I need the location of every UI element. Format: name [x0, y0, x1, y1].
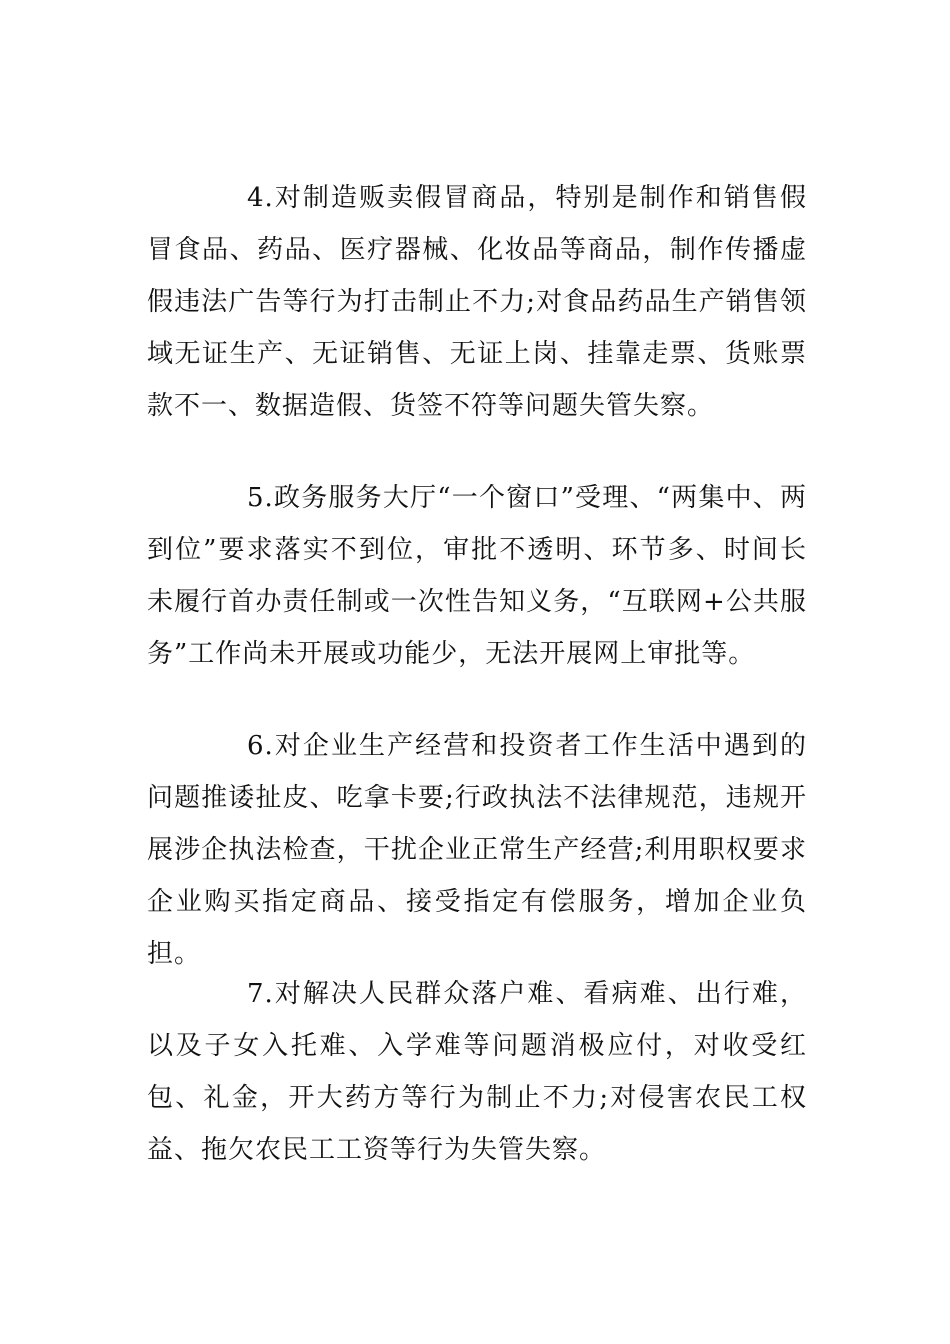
paragraph-item-6: 6.对企业生产经营和投资者工作生活中遇到的问题推诿扯皮、吃拿卡要;行政执法不法律规范，违规开展涉企执法检查，干扰企业正常生产经营;利用职权要求企业购买指定商品、接受指定有偿服务，增加企业负担。 [147, 731, 807, 969]
paragraph-item-7: 7.对解决人民群众落户难、看病难、出行难，以及子女入托难、入学难等问题消极应付，对收受红包、礼金，开大药方等行为制止不力;对侵害农民工权益、拖欠农民工工资等行为失管失察。 [147, 979, 807, 1165]
paragraph-item-5: 5.政务服务大厅“一个窗口”受理、“两集中、两到位”要求落实不到位，审批不透明、环节多、时间长未履行首办责任制或一次性告知义务，“互联网+公共服务”工作尚未开展或功能少，无法开展网上审批等。 [147, 483, 807, 669]
paragraph-item-4: 4.对制造贩卖假冒商品，特别是制作和销售假冒食品、药品、医疗器械、化妆品等商品，制作传播虚假违法广告等行为打击制止不力;对食品药品生产销售领域无证生产、无证销售、无证上岗、挂靠走票、货账票款不一、数据造假、货签不符等问题失管失察。 [147, 183, 807, 421]
